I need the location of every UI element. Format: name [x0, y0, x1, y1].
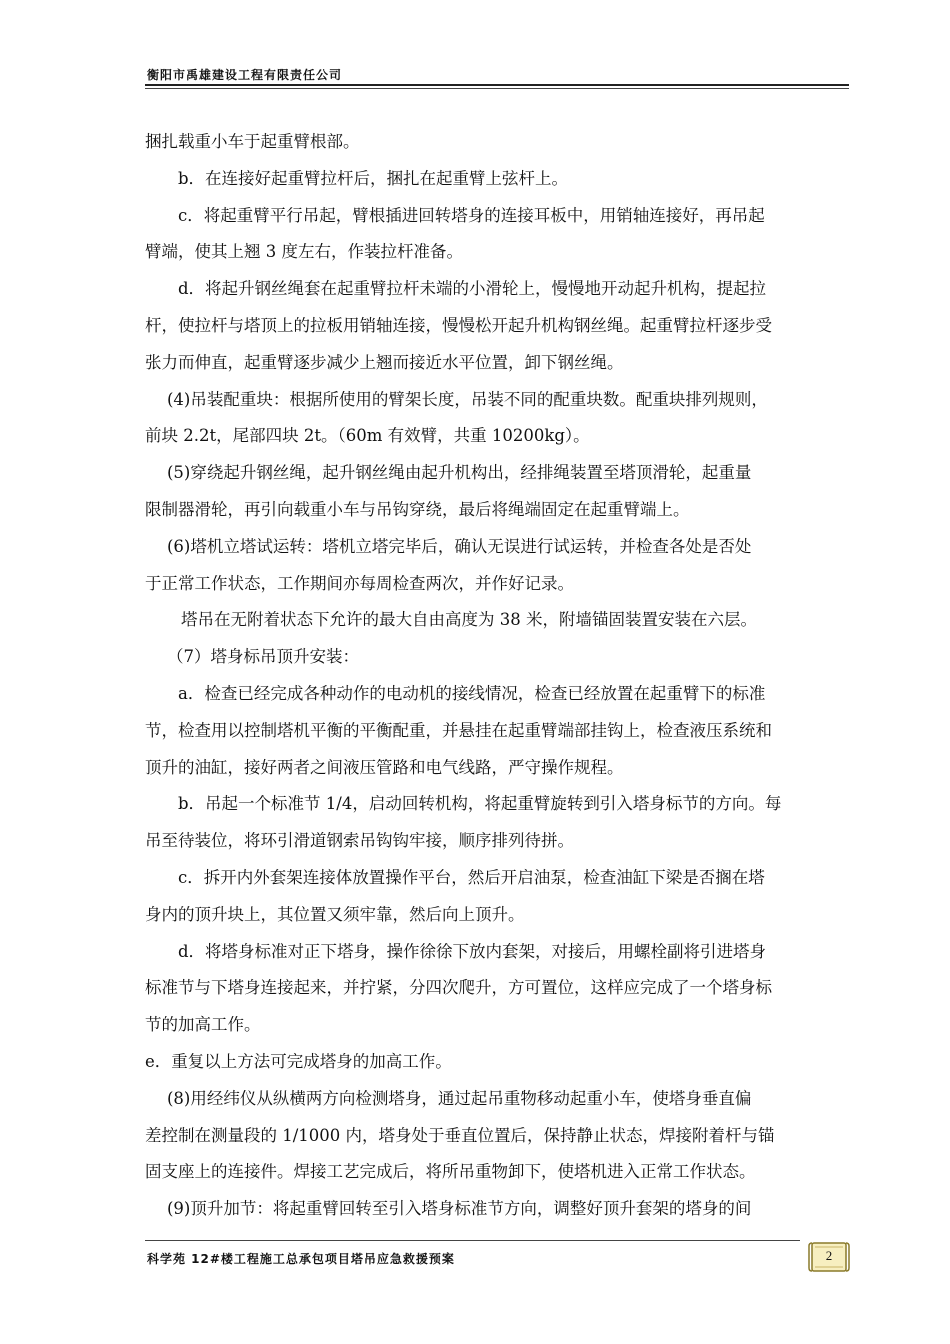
- body-line: (4)吊装配重块：根据所使用的臂架长度，吊装不同的配重块数。配重块排列规则，: [167, 389, 768, 409]
- body-line: 臂端，使其上翘 3 度左右，作装拉杆准备。: [145, 242, 463, 262]
- body-line: a．检查已经完成各种动作的电动机的接线情况，检查已经放置在起重臂下的标准: [178, 683, 766, 703]
- body-line: b．在连接好起重臂拉杆后，捆扎在起重臂上弦杆上。: [178, 168, 569, 188]
- body-line: (9)顶升加节：将起重臂回转至引入塔身标准节方向，调整好顶升套架的塔身的间: [167, 1199, 752, 1219]
- body-line: e．重复以上方法可完成塔身的加高工作。: [145, 1051, 452, 1071]
- body-line: c．拆开内外套架连接体放置操作平台，然后开启油泵，检查油缸下梁是否搁在塔: [178, 867, 765, 887]
- body-line: d．将塔身标准对正下塔身，操作徐徐下放内套架，对接后，用螺栓副将引进塔身: [178, 941, 767, 961]
- document-body: [145, 124, 850, 1228]
- body-line: c．将起重臂平行吊起，臂根插进回转塔身的连接耳板中，用销轴连接好，再吊起: [178, 205, 765, 225]
- body-line: 身内的顶升块上，其位置又须牢靠，然后向上顶升。: [145, 904, 525, 924]
- body-line: 张力而伸直，起重臂逐步减少上翘而接近水平位置，卸下钢丝绳。: [145, 352, 624, 372]
- page-header-company: 衡阳市禹雄建设工程有限责任公司: [147, 68, 343, 82]
- body-line: （7）塔身标吊顶升安装：: [167, 647, 359, 667]
- footer-divider: [145, 1240, 800, 1241]
- body-line: (6)塔机立塔试运转：塔机立塔完毕后，确认无误进行试运转，并检查各处是否处: [167, 536, 752, 556]
- body-line: 节，检查用以控制塔机平衡的平衡配重，并悬挂在起重臂端部挂钩上，检查液压系统和: [145, 720, 772, 740]
- body-line: 杆，使拉杆与塔顶上的拉板用销轴连接，慢慢松开起升机构钢丝绳。起重臂拉杆逐步受: [145, 315, 772, 335]
- body-line: b．吊起一个标准节 1/4，启动回转机构，将起重臂旋转到引入塔身标节的方向。每: [178, 794, 782, 814]
- body-line: 固支座上的连接件。焊接工艺完成后，将所吊重物卸下，使塔机进入正常工作状态。: [145, 1162, 756, 1182]
- page-number: 2: [825, 1248, 833, 1263]
- body-line: 捆扎载重小车于起重臂根部。: [145, 132, 360, 151]
- header-divider: [145, 84, 849, 86]
- body-line: 于正常工作状态，工作期间亦每周检查两次，并作好记录。: [145, 573, 574, 593]
- body-line: (8)用经纬仪从纵横两方向检测塔身，通过起吊重物移动起重小车，使塔身垂直偏: [167, 1088, 752, 1108]
- body-line: 标准节与下塔身连接起来，并拧紧，分四次爬升，方可置位，这样应完成了一个塔身标: [145, 978, 772, 998]
- body-line: d．将起升钢丝绳套在起重臂拉杆未端的小滑轮上，慢慢地开动起升机构，提起拉: [178, 279, 767, 299]
- page-number-badge: [808, 1239, 850, 1275]
- body-line: 顶升的油缸，接好两者之间液压管路和电气线路，严守操作规程。: [145, 757, 624, 777]
- page-footer-title: 科学苑 12#楼工程施工总承包项目塔吊应急救援预案: [147, 1252, 455, 1266]
- body-line: 前块 2.2t，尾部四块 2t。（60m 有效臂，共重 10200kg）。: [145, 426, 590, 446]
- body-line: 塔吊在无附着状态下允许的最大自由高度为 38 米，附墙锚固装置安装在六层。: [181, 610, 757, 630]
- body-line: 差控制在测量段的 1/1000 内，塔身处于垂直位置后，保持静止状态，焊接附着杆与锚: [145, 1125, 775, 1145]
- body-line: 限制器滑轮，再引向载重小车与吊钩穿绕，最后将绳端固定在起重臂端上。: [145, 499, 690, 519]
- body-line: 节的加高工作。: [145, 1015, 261, 1035]
- body-line: (5)穿绕起升钢丝绳，起升钢丝绳由起升机构出，经排绳装置至塔顶滑轮，起重量: [167, 463, 752, 483]
- header-divider-thin: [145, 88, 849, 89]
- body-line: 吊至待装位，将环引滑道钢索吊钩钩牢接，顺序排列待拼。: [145, 831, 574, 851]
